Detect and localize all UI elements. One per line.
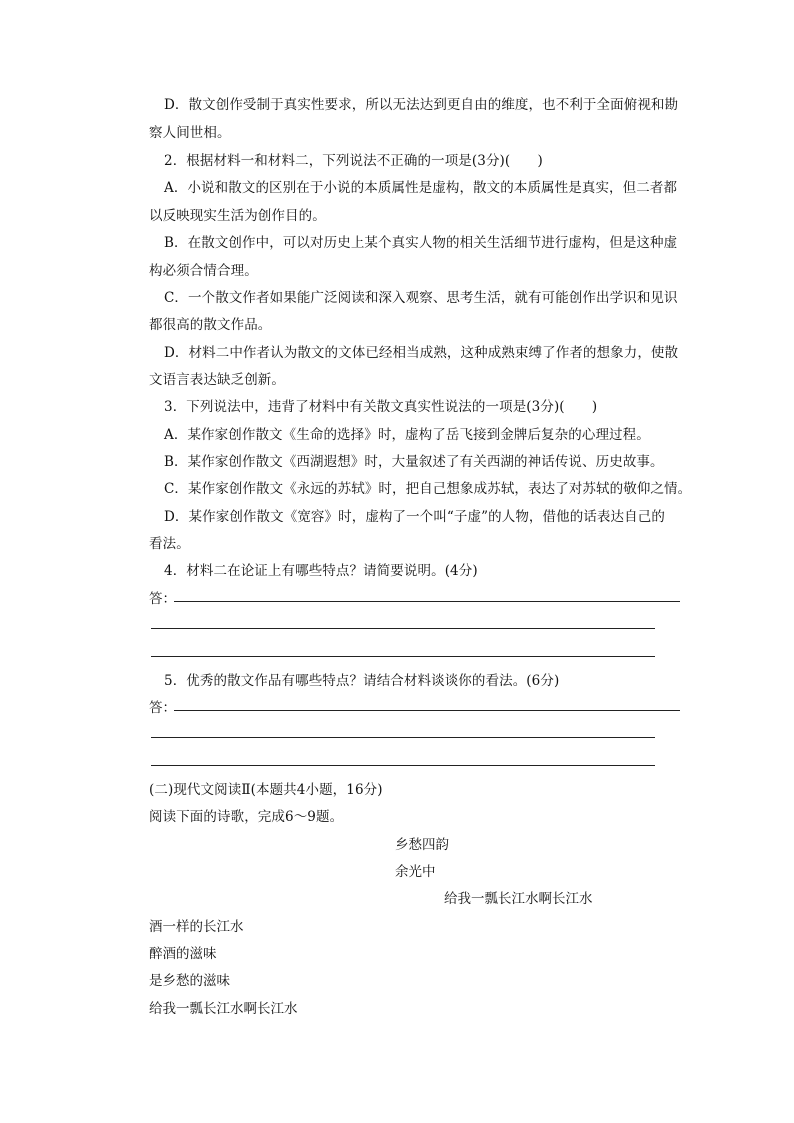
q4-answer-line-3[interactable] bbox=[151, 656, 655, 657]
q4-stem: 4．材料二在论证上有哪些特点？请简要说明。(4分) bbox=[164, 563, 478, 579]
q1-option-d-line1: D．散文创作受制于真实性要求，所以无法达到更自由的维度，也不利于全面俯视和勘 bbox=[164, 97, 679, 113]
poem-title: 乡愁四韵 bbox=[395, 837, 449, 853]
section-instruction: 阅读下面的诗歌，完成6～9题。 bbox=[149, 809, 344, 825]
q2-option-b-line1: B．在散文创作中，可以对历史上某个真实人物的相关生活细节进行虚构，但是这种虚 bbox=[164, 235, 678, 251]
q3-option-d-line2: 看法。 bbox=[149, 536, 190, 552]
q5-stem: 5．优秀的散文作品有哪些特点？请结合材料谈谈你的看法。(6分) bbox=[164, 673, 560, 689]
q5-answer-line-3[interactable] bbox=[151, 765, 655, 766]
poem-line: 给我一瓢长江水啊长江水 bbox=[149, 1001, 298, 1017]
q2-option-d-line2: 文语言表达缺乏创新。 bbox=[149, 372, 285, 388]
q4-answer-line-1[interactable] bbox=[174, 601, 680, 602]
q3-option-a: A．某作家创作散文《生命的选择》时，虚构了岳飞接到金牌后复杂的心理过程。 bbox=[164, 427, 650, 443]
q5-answer-label: 答： bbox=[149, 700, 176, 716]
q2-option-a-line1: A．小说和散文的区别在于小说的本质属性是虚构，散文的本质属性是真实，但二者都 bbox=[164, 180, 678, 196]
q2-option-a-line2: 以反映现实生活为创作目的。 bbox=[149, 208, 326, 224]
section-heading: (二)现代文阅读Ⅱ(本题共4小题，16分) bbox=[149, 782, 383, 798]
q4-answer-line-2[interactable] bbox=[151, 628, 655, 629]
q2-option-b-line2: 构必须合情合理。 bbox=[149, 263, 258, 279]
q3-option-c: C．某作家创作散文《永远的苏轼》时，把自己想象成苏轼，表达了对苏轼的敬仰之情。 bbox=[164, 481, 692, 497]
q3-stem: 3．下列说法中，违背了材料中有关散文真实性说法的一项是(3分)( ) bbox=[164, 399, 598, 415]
poem-line: 是乡愁的滋味 bbox=[149, 973, 230, 989]
q2-option-c-line1: C．一个散文作者如果能广泛阅读和深入观察、思考生活，就有可能创作出学识和见识 bbox=[164, 290, 678, 306]
q5-answer-line-2[interactable] bbox=[151, 737, 655, 738]
q2-option-c-line2: 都很高的散文作品。 bbox=[149, 317, 272, 333]
poem-refrain: 给我一瓢长江水啊长江水 bbox=[444, 891, 593, 907]
q3-option-b: B．某作家创作散文《西湖遐想》时，大量叙述了有关西湖的神话传说、历史故事。 bbox=[164, 454, 664, 470]
q2-stem: 2．根据材料一和材料二，下列说法不正确的一项是(3分)( ) bbox=[164, 153, 543, 169]
q2-option-d-line1: D．材料二中作者认为散文的文体已经相当成熟，这种成熟束缚了作者的想象力，使散 bbox=[164, 345, 679, 361]
q3-option-d-line1: D．某作家创作散文《宽容》时，虚构了一个叫“子虚”的人物，借他的话表达自己的 bbox=[164, 509, 665, 525]
q4-answer-label: 答： bbox=[149, 591, 176, 607]
poem-line: 酒一样的长江水 bbox=[149, 919, 244, 935]
q1-option-d-line2: 察人间世相。 bbox=[149, 125, 231, 141]
poem-author: 余光中 bbox=[395, 864, 436, 880]
q5-answer-line-1[interactable] bbox=[174, 710, 680, 711]
poem-line: 醉酒的滋味 bbox=[149, 946, 217, 962]
